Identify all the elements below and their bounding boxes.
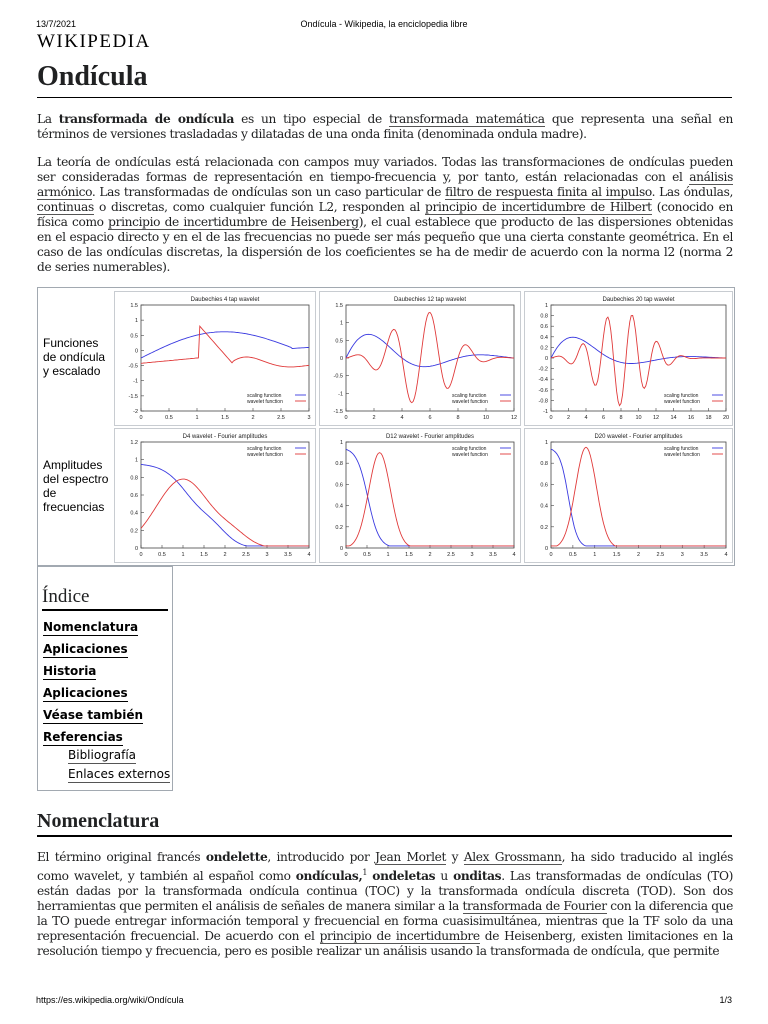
x-tick-label: 2 bbox=[636, 552, 641, 558]
y-tick-label: 1 bbox=[544, 303, 548, 309]
y-tick-label: 0.2 bbox=[335, 524, 343, 531]
y-tick-label: 0.4 bbox=[540, 334, 548, 341]
x-tick-label: 1 bbox=[195, 415, 199, 421]
legend-wavelet: wavelet function bbox=[247, 399, 283, 405]
x-tick-label: 3.5 bbox=[284, 552, 292, 558]
legend-wavelet: wavelet function bbox=[247, 452, 283, 458]
x-tick-label: 0 bbox=[344, 552, 348, 558]
x-tick-label: 0.5 bbox=[569, 552, 577, 558]
x-tick-label: 0.5 bbox=[158, 552, 166, 558]
y-tick-label: -1 bbox=[338, 391, 343, 398]
wavelet-function-line bbox=[551, 447, 726, 546]
plot-daubechies-4[interactable] bbox=[114, 291, 316, 426]
y-tick-label: 0.6 bbox=[540, 482, 548, 489]
scaling-function-line bbox=[346, 449, 514, 546]
x-tick-label: 3 bbox=[470, 552, 474, 558]
toc-item-nomenclatura[interactable]: Nomenclatura bbox=[43, 620, 139, 634]
x-tick-label: 3.5 bbox=[489, 552, 497, 558]
reference-1[interactable]: 1 bbox=[362, 868, 368, 877]
link-principio-hilbert[interactable]: principio de incertidumbre de Hilbert bbox=[425, 200, 652, 214]
plot-d4-fourier[interactable] bbox=[114, 428, 316, 563]
x-tick-label: 0 bbox=[549, 552, 553, 558]
x-tick-label: 1.5 bbox=[221, 415, 229, 421]
x-tick-label: 0.5 bbox=[165, 415, 173, 421]
link-transformada-fourier[interactable]: transformada de Fourier bbox=[462, 899, 607, 914]
x-tick-label: 8 bbox=[456, 415, 460, 421]
x-tick-label: 0.5 bbox=[363, 552, 371, 558]
plot-title: Daubechies 12 tap wavelet bbox=[393, 297, 467, 303]
x-tick-label: 12 bbox=[652, 415, 660, 421]
plot-daubechies-12[interactable] bbox=[319, 291, 521, 426]
y-tick-label: 0.8 bbox=[130, 475, 138, 482]
link-jean-morlet[interactable]: Jean Morlet bbox=[375, 850, 447, 864]
x-tick-label: 6 bbox=[428, 415, 432, 421]
plot-title: D12 wavelet - Fourier amplitudes bbox=[385, 434, 475, 440]
y-tick-label: 0 bbox=[339, 546, 343, 552]
x-tick-label: 10 bbox=[482, 415, 490, 421]
x-tick-label: 2.5 bbox=[447, 552, 455, 558]
plot-d12-fourier[interactable] bbox=[319, 428, 521, 563]
legend-scaling: scaling function bbox=[247, 393, 282, 399]
y-tick-label: -1 bbox=[543, 409, 548, 415]
print-footer bbox=[36, 995, 732, 1007]
toc-subitem-enlaces-externos[interactable]: Enlaces externos bbox=[68, 767, 171, 781]
x-tick-label: 2 bbox=[372, 415, 376, 421]
y-tick-label: 1.5 bbox=[335, 303, 343, 309]
link-principio-heisenberg[interactable]: principio de incertidumbre de Heisenberg bbox=[108, 215, 359, 229]
y-tick-label: 1 bbox=[134, 318, 138, 325]
legend-wavelet: wavelet function bbox=[664, 399, 700, 405]
x-tick-label: 12 bbox=[510, 415, 518, 421]
table-of-contents bbox=[37, 566, 173, 791]
y-tick-label: 0.2 bbox=[540, 345, 548, 352]
scaling-function-line bbox=[346, 334, 514, 366]
x-tick-label: 1.5 bbox=[405, 552, 413, 558]
x-tick-label: 2.5 bbox=[656, 552, 665, 558]
y-tick-label: 0.4 bbox=[130, 510, 138, 517]
legend-scaling: scaling function bbox=[664, 393, 699, 399]
x-tick-label: 0 bbox=[549, 415, 553, 421]
y-tick-label: 0.2 bbox=[130, 528, 138, 535]
plot-svg bbox=[525, 429, 732, 562]
plot-frame bbox=[141, 305, 309, 411]
y-tick-label: 0 bbox=[339, 356, 343, 362]
x-tick-label: 2 bbox=[428, 552, 432, 558]
x-tick-label: 1 bbox=[593, 552, 597, 558]
plot-svg bbox=[320, 429, 520, 562]
y-tick-label: 1 bbox=[339, 320, 343, 327]
x-tick-label: 16 bbox=[687, 415, 695, 421]
legend-wavelet: wavelet function bbox=[452, 452, 488, 458]
page-title: Ondícula bbox=[37, 60, 732, 98]
y-tick-label: 0 bbox=[544, 356, 548, 362]
wavelet-function-line bbox=[551, 316, 726, 406]
plot-d20-fourier[interactable] bbox=[524, 428, 733, 563]
print-title: Ondícula - Wikipedia, la enciclopedia libre bbox=[300, 19, 468, 29]
y-tick-label: -1.5 bbox=[333, 409, 343, 415]
print-header bbox=[36, 19, 732, 31]
y-tick-label: -0.4 bbox=[538, 377, 548, 384]
toc-item-referencias[interactable]: Referencias bbox=[43, 730, 123, 744]
x-tick-label: 14 bbox=[670, 415, 677, 421]
y-tick-label: 0.4 bbox=[540, 503, 548, 510]
scaling-function-line bbox=[141, 465, 309, 546]
x-tick-label: 2 bbox=[251, 415, 255, 421]
section-title-nomenclatura: Nomenclatura bbox=[37, 809, 732, 837]
x-tick-label: 0 bbox=[139, 552, 143, 558]
x-tick-label: 4 bbox=[724, 552, 728, 558]
print-date: 13/7/2021 bbox=[36, 19, 77, 29]
y-tick-label: 0.8 bbox=[540, 461, 548, 468]
paragraph-nomenclatura: El término original francés ondelette, introducido por Jean Morlet y Alex Grossmann, ha sido traducido al inglés como wavelet, y también al español como ondículas,$^1$ ondeletas u onditas. Las transformadas de ondículas (TO) están dadas por la transformada ondícula continua (TOC) y la transformada ondícula discreta (TOD). Son dos herramientas que permiten el análisis de señales de manera similar a la transformada de Fourier con la diferencia que la TO puede entregar información temporal y frecuencial en forma cuasisimultánea, mientras que la TF solo da una representación frecuencial. De acuerdo con el principio de incertidumbre de Heisenberg, existen limitaciones en la resolución tiempo y frecuencia, pero es posible realizar un análisis usando la transformada de ondícula, que permite bbox=[37, 850, 734, 959]
print-page-number: 1/3 bbox=[719, 995, 732, 1005]
y-tick-label: 0.4 bbox=[335, 503, 343, 510]
plot-title: Daubechies 4 tap wavelet bbox=[190, 297, 260, 303]
x-tick-label: 3 bbox=[680, 552, 684, 558]
print-url: https://es.wikipedia.org/wiki/Ondícula bbox=[36, 995, 184, 1005]
link-analisis-armonico[interactable]: análisis armónico bbox=[37, 170, 733, 199]
x-tick-label: 0 bbox=[344, 415, 348, 421]
x-tick-label: 3 bbox=[307, 415, 311, 421]
x-tick-label: 4 bbox=[307, 552, 311, 558]
y-tick-label: 0.6 bbox=[130, 493, 138, 499]
x-tick-label: 3 bbox=[265, 552, 269, 558]
x-tick-label: 4 bbox=[512, 552, 516, 558]
y-tick-label: 0.8 bbox=[540, 313, 548, 320]
x-tick-label: 2 bbox=[223, 552, 227, 558]
x-tick-label: 6 bbox=[601, 415, 606, 421]
toc-item-aplicaciones[interactable]: Aplicaciones bbox=[43, 642, 128, 656]
x-tick-label: 4 bbox=[584, 415, 588, 421]
x-tick-label: 1.5 bbox=[612, 552, 621, 558]
wavelet-function-line bbox=[346, 312, 514, 402]
y-tick-label: -1 bbox=[133, 378, 138, 385]
y-tick-label: 0.6 bbox=[335, 482, 343, 489]
wavelet-function-line bbox=[346, 453, 514, 546]
wikipedia-wordmark[interactable]: WIKIPEDIA bbox=[37, 31, 151, 52]
x-tick-label: 1 bbox=[181, 552, 185, 558]
y-tick-label: 0 bbox=[544, 546, 548, 552]
y-tick-label: -2 bbox=[133, 409, 138, 415]
plot-title: D4 wavelet - Fourier amplitudes bbox=[182, 434, 268, 440]
legend-scaling: scaling function bbox=[452, 393, 487, 399]
link-principio-incertidumbre[interactable]: principio de incertidumbre bbox=[319, 929, 480, 944]
y-tick-label: 0 bbox=[134, 546, 138, 552]
plot-svg bbox=[320, 292, 520, 425]
x-tick-label: 18 bbox=[705, 415, 712, 421]
x-tick-label: 1.5 bbox=[200, 552, 208, 558]
y-tick-label: 0.5 bbox=[130, 333, 138, 340]
x-tick-label: 8 bbox=[619, 415, 623, 421]
scaling-function-line bbox=[141, 332, 309, 358]
link-filtro-respuesta-finita[interactable]: filtro de respuesta finita al impulso bbox=[445, 185, 652, 199]
y-tick-label: -0.2 bbox=[538, 366, 548, 373]
intro-paragraph: La transformada de ondícula es un tipo especial de transformada matemática que representa una señal en términos de versiones trasladadas y dilatadas de una onda finita (denominada ondula madre). bbox=[37, 112, 733, 141]
y-tick-label: -0.5 bbox=[333, 373, 343, 380]
paragraph-2: La teoría de ondículas está relacionada con campos muy variados. Todas las transformaciones de ondículas pueden ser consideradas formas de representación en tiempo-frecuencia y, por tanto, están relacionadas con el análisis armónico. Las transformadas de ondículas son un caso particular de filtro de respuesta finita al impulso. Las óndulas, continuas o discretas, como cualquier función L2, responden al principio de incertidumbre de Hilbert (conocido en física como principio de incertidumbre de Heisenberg), el cual establece que producto de las dispersiones obtenidas en el espacio directo y en el de las frecuencias no puede ser más pequeño que una cierta constante geométrica. En el caso de las ondículas discretas, la dispersión de los coeficientes se ha de medir de acuerdo con la norma l2 (norma 2 de series numerables). bbox=[37, 155, 733, 274]
legend-wavelet: wavelet function bbox=[664, 452, 700, 458]
toc-title: Índice bbox=[42, 585, 168, 611]
y-tick-label: 1 bbox=[134, 457, 138, 464]
plot-title: D20 wavelet - Fourier amplitudes bbox=[594, 434, 683, 440]
link-transformada-matematica[interactable]: transformada matemática bbox=[388, 112, 545, 126]
x-tick-label: 20 bbox=[722, 415, 730, 421]
y-tick-label: -0.5 bbox=[128, 363, 138, 370]
y-tick-label: 0 bbox=[134, 348, 138, 355]
x-tick-label: 4 bbox=[400, 415, 404, 421]
toc-item-historia[interactable]: Historia bbox=[43, 664, 97, 678]
toc-subitem-bibliografia[interactable]: Bibliografía bbox=[68, 748, 137, 762]
legend-wavelet: wavelet function bbox=[452, 399, 488, 405]
y-tick-label: -1.5 bbox=[128, 393, 138, 400]
y-tick-label: -0.6 bbox=[538, 387, 548, 394]
x-tick-label: 2.5 bbox=[242, 552, 250, 558]
plot-title: Daubechies 20 tap wavelet bbox=[602, 297, 675, 303]
x-tick-label: 3.5 bbox=[700, 552, 708, 558]
y-tick-label: 1 bbox=[544, 440, 548, 446]
x-tick-label: 0 bbox=[139, 415, 143, 421]
wavelet-function-line bbox=[141, 326, 309, 367]
link-alex-grossmann[interactable]: Alex Grossmann bbox=[463, 850, 562, 864]
plot-svg bbox=[525, 292, 732, 425]
x-tick-label: 10 bbox=[635, 415, 642, 421]
x-tick-label: 2.5 bbox=[277, 415, 285, 421]
row-label-amplitudes: Amplitudes del espectro de frecuencias bbox=[43, 458, 109, 514]
legend-scaling: scaling function bbox=[452, 446, 487, 452]
y-tick-label: 1.2 bbox=[130, 440, 138, 446]
wavelet-function-line bbox=[141, 479, 309, 546]
legend-scaling: scaling function bbox=[664, 446, 699, 452]
y-tick-label: 1 bbox=[339, 440, 343, 446]
plot-svg bbox=[115, 429, 315, 562]
row-label-funciones: Funciones de ondícula y escalado bbox=[43, 336, 106, 378]
x-tick-label: 2 bbox=[566, 415, 571, 421]
y-tick-label: 0.8 bbox=[335, 461, 343, 468]
scaling-function-line bbox=[551, 449, 726, 546]
plot-svg bbox=[115, 292, 315, 425]
toc-item-aplicaciones-2[interactable]: Aplicaciones bbox=[43, 686, 128, 700]
plot-frame bbox=[346, 442, 514, 548]
plot-daubechies-20[interactable] bbox=[524, 291, 733, 426]
plot-frame bbox=[346, 305, 514, 411]
y-tick-label: 0.2 bbox=[540, 524, 548, 531]
link-continuas[interactable]: continuas bbox=[37, 200, 94, 214]
legend-scaling: scaling function bbox=[247, 446, 282, 452]
y-tick-label: -0.8 bbox=[538, 398, 548, 405]
y-tick-label: 0.5 bbox=[335, 338, 343, 345]
toc-item-vease-tambien[interactable]: Véase también bbox=[43, 708, 144, 722]
y-tick-label: 0.6 bbox=[540, 324, 548, 331]
x-tick-label: 1 bbox=[386, 552, 390, 558]
wavelet-figure-table bbox=[37, 287, 735, 566]
y-tick-label: 1.5 bbox=[130, 303, 138, 309]
